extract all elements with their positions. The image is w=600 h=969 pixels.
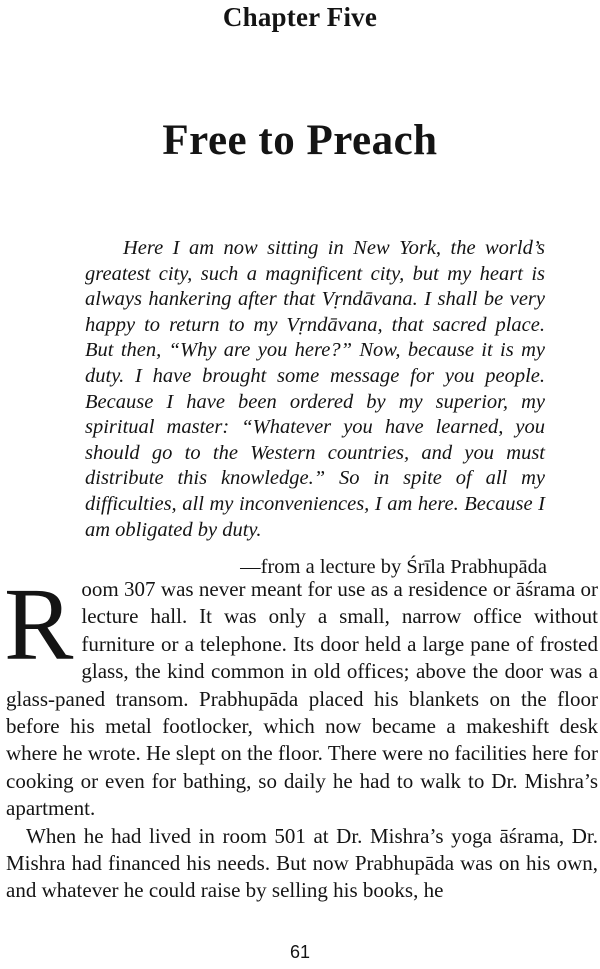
body-paragraph-1-text: oom 307 was never meant for use as a residence or āśrama or lecture hall. It was only a small, narrow office without furniture or a telephone. Its door held a large pane of frosted glass, the kind common in old offices; above the door was a glass-paned transom. Prabhupāda placed his blankets on the floor before his metal footlocker, which now became a makeshift desk where he wrote. He slept on the floor. There were no facilities here for cooking or even for bathing, so daily he had to walk to Dr. Mishra’s apartment. [6, 577, 598, 821]
chapter-title: Free to Preach [162, 117, 438, 164]
epigraph-text: Here I am now sitting in New York, the world’s greatest city, such a magnificent city, but my heart is always hankering after that Vṛndāvana. I shall be very happy to return to my Vṛndāvana, that sacred place. But then, “Why are you here?” Now, because it is my duty. I have brought some message for you people. Because I have been ordered by my superior, my spiritual master: “Whatever you have learned, you should go to the Western countries, and you must distribute this knowledge.” So in spite of all my difficulties, all my inconveniences, I am here. Because I am obligated by duty. [85, 237, 545, 541]
epigraph [85, 236, 545, 543]
drop-cap: R [4, 567, 74, 682]
chapter-label: Chapter Five [222, 2, 378, 32]
epigraph-attribution: —from a lecture by Śrīla Prabhupāda [240, 556, 547, 578]
page-number: 61 [289, 942, 311, 962]
body-paragraph-2: When he had lived in room 501 at Dr. Mishra’s yoga āśrama, Dr. Mishra had financed his needs. But now Prabhupāda was on his own, and whatever he could raise by selling his books, he [6, 823, 598, 903]
